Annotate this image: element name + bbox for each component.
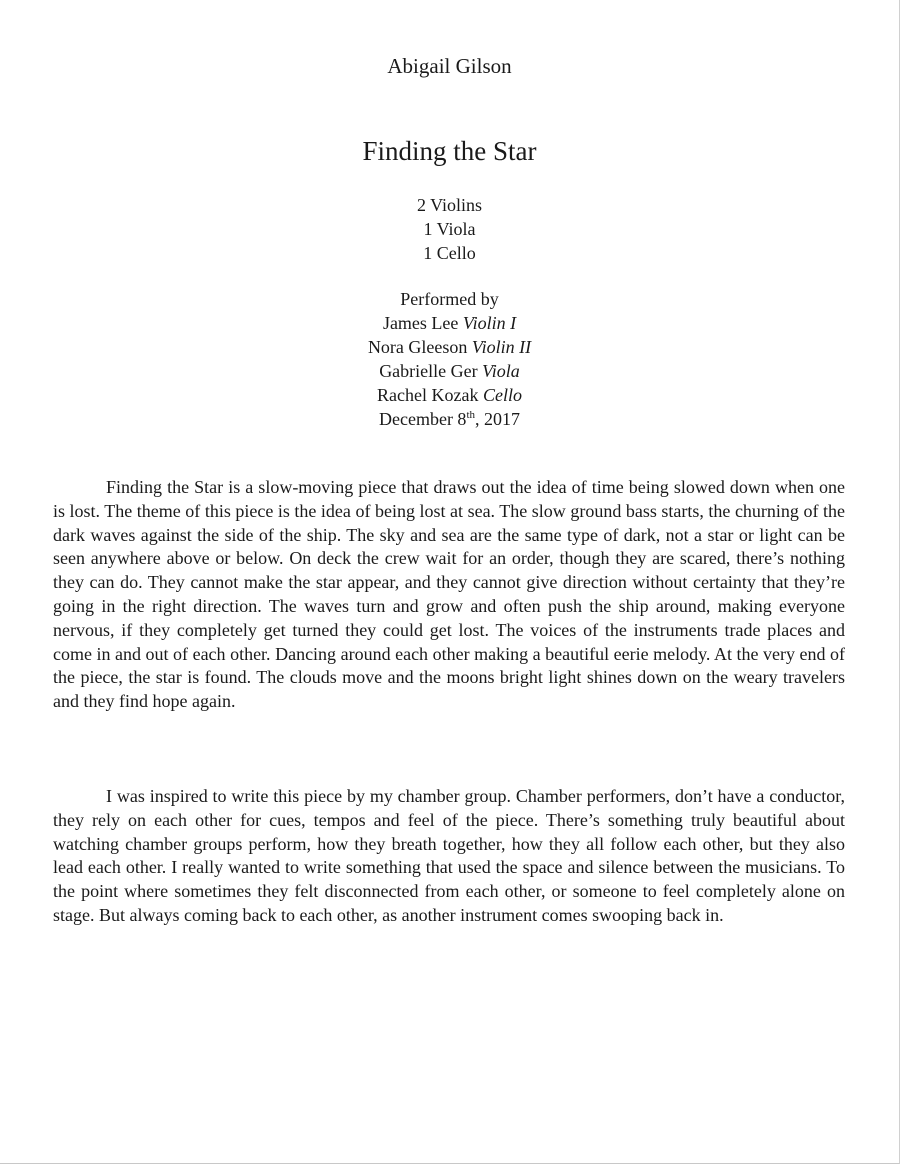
performer-name: Nora Gleeson	[367, 337, 468, 357]
performance-date	[0, 407, 899, 431]
performer-line	[0, 311, 899, 335]
date-month-day: December 8	[378, 409, 467, 429]
performer-name: Rachel Kozak	[377, 385, 479, 405]
performer-name: James Lee	[382, 313, 459, 333]
instrument-line: 1 Cello	[423, 243, 476, 263]
performers-block	[0, 287, 899, 431]
instrumentation-list	[0, 193, 899, 265]
date-ordinal-suffix: th	[466, 409, 475, 421]
author-name: Abigail Gilson	[387, 54, 512, 78]
performer-line	[0, 383, 899, 407]
piece-title: Finding the Star	[362, 136, 537, 166]
program-note-paragraph: Finding the Star is a slow-moving piece that draws out the idea of time being slowed down when one is lost. The theme of this piece is the idea of being lost at sea. The slow ground bass starts, the churning of the dark waves against the side of the ship. The sky and sea are the same type of dark, not a star or light can be seen anywhere above or below. On deck the crew wait for an order, though they are scared, there’s nothing they can do. They cannot make the star appear, and they cannot give direction without certainty that they’re going in the right direction. The waves turn and grow and often push the ship around, making everyone nervous, if they completely get turned they could get lost. The voices of the instruments trade places and come in and out of each other. Dancing around each other making a beautiful eerie melody. At the very end of the piece, the star is found. The clouds move and the moons bright light shines down on the weary travelers and they find hope again.	[53, 477, 845, 712]
performer-part: Violin II	[471, 337, 532, 357]
performer-name: Gabrielle Ger	[379, 361, 478, 381]
instrument-line: 2 Violins	[416, 195, 483, 215]
performer-part: Viola	[482, 361, 520, 381]
performer-line	[0, 359, 899, 383]
performer-part: Cello	[482, 385, 522, 405]
performed-by-label: Performed by	[400, 289, 499, 309]
performer-part: Violin I	[462, 313, 517, 333]
date-year: , 2017	[475, 409, 520, 429]
instrument-line: 1 Viola	[423, 219, 476, 239]
performer-line	[0, 335, 899, 359]
inspiration-paragraph: I was inspired to write this piece by my chamber group. Chamber performers, don’t have a conductor, they rely on each other for cues, tempos and feel of the piece. There’s something truly beautiful about watching chamber groups perform, how they breath together, how they all follow each other, but they also lead each other. I really wanted to write something that used the space and silence between the musicians. To the point where sometimes they felt disconnected from each other, or someone to feel completely alone on stage. But always coming back to each other, as another instrument comes swooping back in.	[53, 786, 845, 925]
